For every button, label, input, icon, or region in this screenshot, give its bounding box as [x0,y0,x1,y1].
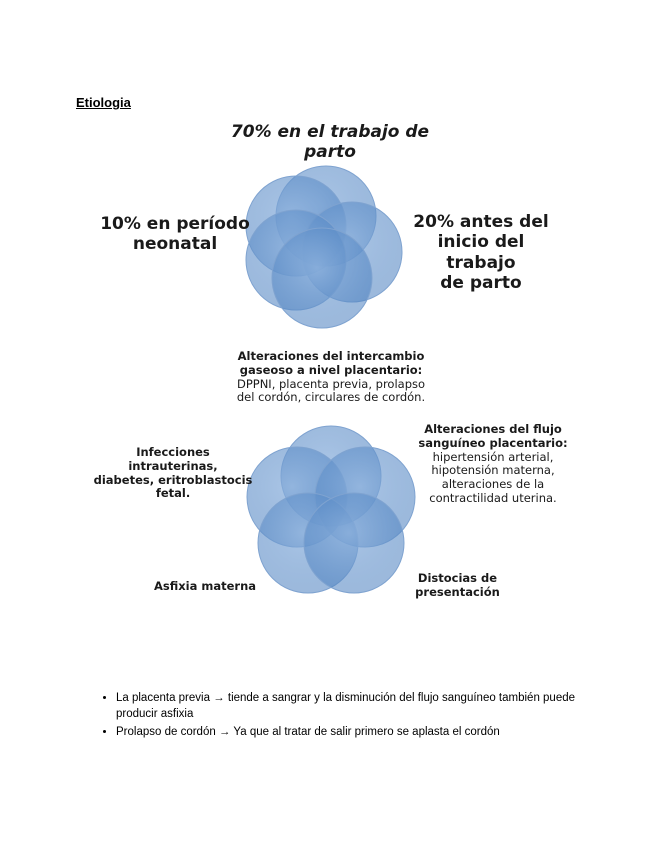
diagram1-top-line1: 70% en el trabajo de [230,122,430,142]
diagram2-top-line4: del cordón, circulares de cordón. [236,390,426,405]
diagram2-circles [247,426,415,593]
diagram2-right-bold1: Alteraciones del flujo [424,422,562,436]
diagram2-left-line3: fetal. [155,486,191,501]
diagram2-label-bottom-right [400,572,515,600]
diagram2-right-line5: alteraciones de la [441,477,545,492]
diagram2-right-line4: hipotensión materna, [431,463,555,478]
list-item: • La placenta previa → tiende a sangrar y la disminución del flujo sanguíneo también puede producir asfixia [116,690,596,722]
diagram1-left-line1: 10% en período [100,214,250,234]
diagram1-label-left [95,214,255,255]
diagram2-label-top [226,350,436,405]
diagram2-top-bold2: gaseoso a nivel placentario: [239,362,423,377]
diagram2-top-line3: DPPNI, placenta previa, prolapso [236,376,426,391]
diagram1-circle-bottom [272,228,372,328]
diagram2-bottom-left-text: Asfixia materna [153,579,257,593]
diagram1-left-line2: neonatal [132,234,218,255]
diagram2-left-line1: Infecciones intrauterinas, [128,445,218,473]
diagram1-label-top [215,122,445,163]
diagram2-right-line3: hipertensión arterial, [432,449,554,464]
diagram1-top-line2: parto [304,142,356,163]
diagram2-left-line2: diabetes, eritroblastocis [93,472,253,487]
diagram2-top-bold1: Alteraciones del intercambio [237,349,425,363]
diagram1-right-line1: 20% antes del [413,212,549,232]
diagram2-label-left [93,446,253,501]
diagram1-right-line3: de parto [440,273,522,294]
notes-list [88,690,596,742]
diagram1-circles [246,166,402,328]
diagram2-label-bottom-left [150,580,260,594]
diagram2-right-bold2: sanguíneo placentario: [418,435,568,450]
section-heading: Etiologia [76,95,131,110]
diagram1-right-line2: inicio del trabajo [437,232,525,273]
diagram1-label-right [406,212,556,294]
list-item: • Prolapso de cordón → Ya que al tratar de salir primero se aplasta el cordón [116,724,596,740]
diagram2-circle-bottom-right [304,493,404,593]
diagram2-right-line6: contractilidad uterina. [429,490,557,505]
diagram2-label-right [418,423,568,506]
diagram2-bottom-right-line1: Distocias de [417,571,498,585]
diagram2-bottom-right-line2: presentación [415,584,500,599]
